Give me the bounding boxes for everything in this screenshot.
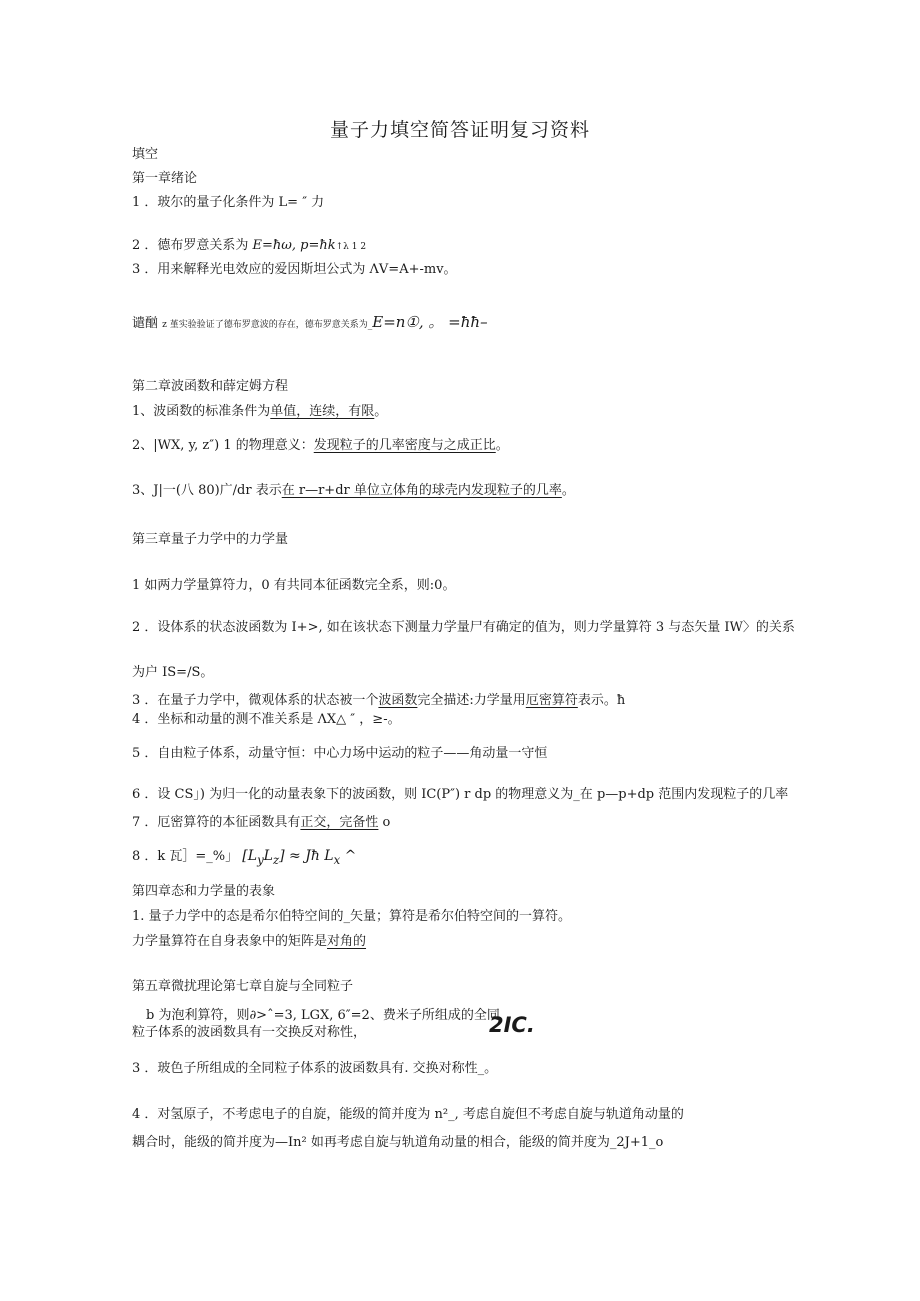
item-4-2 [132, 933, 366, 951]
item-3-3-answer-1: 波函数 [378, 693, 418, 708]
item-2-2 [132, 437, 509, 455]
item-3-3-mid: 完全描述:力学量用 [417, 693, 526, 708]
chapter-5-7-heading: 第五章微扰理论第七章自旋与全同粒子 [132, 979, 354, 994]
item-4-2-answer: 对角的 [327, 934, 367, 949]
item-3-8 [132, 847, 356, 869]
item-3-2: 2 ．设体系的状态波函数为 I+>, 如在该状态下测量力学量尸有确定的值为，则力学量算符 3 与态矢量 IW〉的关系 [132, 620, 795, 635]
item-4-1: 1. 量子力学中的态是希尔伯特空间的_矢量；算符是希尔伯特空间的一算符。 [132, 909, 572, 924]
chapter-3-heading: 第三章量子力学中的力学量 [132, 532, 289, 547]
item-4-2-text: 力学量算符在自身表象中的矩阵是 [132, 934, 328, 949]
item-1-2-text: 2 ．德布罗意关系为 [132, 238, 253, 253]
item-2-1-end: 。 [374, 404, 388, 419]
item-7-1-cont: 粒子体系的波函数具有一交换反对称性， [132, 1025, 367, 1040]
item-2-2-text: 2、|WX, y, z″) 1 的物理意义： [132, 438, 314, 453]
item-2-2-answer: 发现粒子的几率密度与之成正比 [313, 438, 496, 453]
formula-part: [L [242, 848, 258, 864]
item-7-3: 3 ．玻色子所组成的全同粒子体系的波函数具有. 交换对称性_。 [132, 1061, 498, 1076]
item-3-7-answer: 正交，完备性 [300, 815, 379, 830]
item-2-3-text: 3、J|一(八 80)广/dr 表示 [132, 483, 282, 498]
item-3-7-end: o [378, 815, 391, 830]
formula-part: L [263, 848, 273, 864]
formula-part: ] ≈ Jħ L [279, 848, 334, 864]
item-1-2-tail: ↑λ 1 2 [335, 242, 367, 252]
item-2-1 [132, 403, 387, 421]
formula-sub: x [333, 852, 341, 867]
item-1-2 [132, 237, 366, 256]
item-3-3-text: 3 ．在量子力学中，微观体系的状态被一个 [132, 693, 379, 708]
item-2-3 [132, 482, 575, 500]
item-1-4-formula: E=n①, 。 =ħħ– [372, 313, 488, 331]
handwritten-note: 2IC. [489, 1013, 535, 1037]
chapter-1-heading: 第一章绪论 [132, 171, 198, 186]
item-3-6: 6 ．设 CS」) 为归一化的动量表象下的波函数，则 IC(P″) r dp 的物理意义为_在 p—p+dp 范围内发现粒子的几率 [132, 787, 789, 802]
formula-part: ^ [340, 848, 357, 864]
item-3-7 [132, 814, 390, 832]
item-7-4: 4 ．对氢原子，不考虑电子的自旋，能级的简并度为 n²_, 考虑自旋但不考虑自旋与轨道角动量的 [132, 1107, 684, 1122]
page-title: 量子力填空简答证明复习资料 [329, 119, 590, 141]
item-2-2-end: 。 [495, 438, 509, 453]
item-7-1: b 为泡利算符，则∂>ˆ=3, LGX, 6″=2、费米子所组成的全同 [146, 1008, 500, 1023]
item-3-1: 1 如两力学量算符力，0 有共同本征函数完全系，则:0。 [132, 578, 456, 593]
item-3-8-formula [242, 848, 357, 867]
item-3-2-cont: 为户 IS=/S。 [132, 665, 214, 680]
item-1-4 [132, 313, 488, 334]
item-1-4-lead: 谴酗 [132, 316, 163, 331]
item-3-3-end: 表示。ħ [577, 693, 626, 708]
item-3-5: 5 ．自由粒子体系，动量守恒：中心力场中运动的粒子——角动量一守恒 [132, 746, 548, 761]
item-2-1-answer: 单值，连续，有限 [270, 404, 375, 419]
item-2-3-end: 。 [561, 483, 575, 498]
item-7-4-cont: 耦合时，能级的简并度为—In² 如再考虑自旋与轨道角动量的相合，能级的简并度为_2J+1_o [132, 1135, 664, 1150]
item-3-7-text: 7 ．厄密算符的本征函数具有 [132, 815, 301, 830]
item-1-4-text: z 堇实验验证了德布罗意波的存在，德布罗意关系为_ [162, 320, 373, 330]
item-1-1: 1 ．玻尔的量子化条件为 L= ″ 力 [132, 195, 325, 210]
item-3-4: 4 ．坐标和动量的测不准关系是 ΛX△ ″ ，≥-。 [132, 712, 401, 727]
item-3-8-text: 8 ．k 瓦］=_%」 [132, 849, 243, 864]
item-1-3: 3 ．用来解释光电效应的爱因斯坦公式为 ΛV=A+-mv。 [132, 262, 457, 277]
chapter-4-heading: 第四章态和力学量的表象 [132, 884, 276, 899]
item-3-3 [132, 692, 625, 710]
section-label-fill-in: 填空 [132, 147, 159, 162]
item-2-3-answer: 在 r—r+dr 单位立体角的球壳内发现粒子的几率 [281, 483, 562, 498]
item-1-2-formula: E=ħω, p=ħk [252, 238, 336, 253]
formula-sub: y [257, 852, 264, 867]
item-2-1-text: 1、波函数的标准条件为 [132, 404, 271, 419]
chapter-2-heading: 第二章波函数和薛定姆方程 [132, 379, 289, 394]
formula-sub: z [272, 852, 280, 867]
item-3-3-answer-2: 厄密算符 [525, 693, 578, 708]
